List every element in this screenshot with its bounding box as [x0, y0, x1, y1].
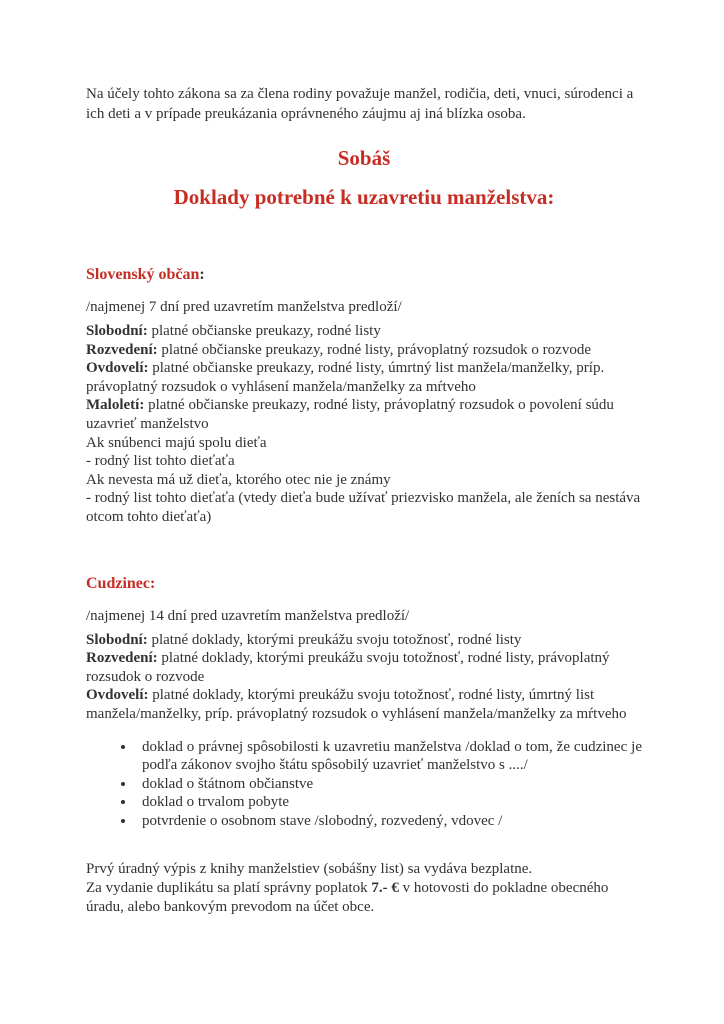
foreigner-status-list — [86, 631, 642, 724]
fees-duplicate-pre: Za vydanie duplikátu sa platí správny poplatok — [86, 880, 372, 897]
section-heading-slovak — [86, 265, 642, 284]
bullet-legal-capacity: • doklad o právnej spôsobilosti k uzavretiu manželstva /doklad o tom, že cudzinec je podľa zákonov svojho štátu spôsobilý uzavrieť manželstvo s ..../ — [136, 738, 642, 775]
bullet-permanent-residence: • doklad o trvalom pobyte — [136, 793, 642, 812]
status-line-minor — [86, 396, 642, 433]
status-label: Ovdovelí: — [86, 687, 149, 704]
fees-line-free-copy: Prvý úradný výpis z knihy manželstiev (sobášny list) sa vydáva bezplatne. — [86, 861, 533, 878]
note-couple-child: Ak snúbenci majú spolu dieťa — [86, 434, 267, 451]
intro-paragraph: Na účely tohto zákona sa za člena rodiny považuje manžel, rodičia, deti, vnuci, súrodenci a ich deti a v prípade preukázania oprávneného záujmu aj iná blízka osoba. — [86, 86, 634, 122]
status-label: Slobodní: — [86, 323, 148, 339]
note-bride-child-birth-certificate: - rodný list tohto dieťaťa (vtedy dieťa bude užívať priezvisko manžela, ale ženích sa nestáva otcom tohto dieťaťa) — [86, 490, 641, 525]
page-subtitle: Doklady potrebné k uzavretiu manželstva: — [173, 185, 555, 209]
bullet-personal-status: • potvrdenie o osobnom stave /slobodný, rozvedený, vdovec / — [136, 812, 642, 831]
section-heading-slovak-colon: : — [199, 266, 205, 283]
status-text: platné doklady, ktorými preukážu svoju totožnosť, rodné listy — [147, 631, 522, 648]
note-child-birth-certificate: - rodný list tohto dieťaťa — [86, 453, 235, 470]
foreigner-deadline-note: /najmenej 14 dní pred uzavretím manželstva predloží/ — [86, 607, 410, 624]
fees-line-duplicate — [86, 879, 642, 916]
bullet-citizenship: • doklad o štátnom občianstve — [136, 775, 642, 794]
status-text: platné občianske preukazy, rodné listy, úmrtný list manžela/manželky, príp. právoplatný rozsudok o vyhlásení manžela/manželky za mŕtveho — [86, 360, 605, 395]
status-line-single — [86, 322, 642, 341]
status-line-single — [86, 631, 642, 650]
section-heading-slovak-text: Slovenský občan — [86, 266, 200, 283]
slovak-deadline-note: /najmenej 7 dní pred uzavretím manželstva predloží/ — [86, 299, 402, 315]
note-bride-child: Ak nevesta má už dieťa, ktorého otec nie je známy — [86, 471, 391, 488]
page-title: Sobáš — [337, 146, 391, 170]
status-text: platné občianske preukazy, rodné listy, právoplatný rozsudok o povolení súdu uzavrieť manželstvo — [86, 397, 614, 432]
status-text: platné doklady, ktorými preukážu svoju totožnosť, rodné listy, právoplatný rozsudok o rozvode — [86, 650, 610, 685]
section-heading-foreigner: Cudzinec: — [86, 574, 156, 592]
section-slovak-citizen — [86, 265, 642, 527]
status-text: platné doklady, ktorými preukážu svoju totožnosť, rodné listy, úmrtný list manžela/manželky, príp. právoplatný rozsudok o vyhlásení manžela/manželky za mŕtveho — [86, 687, 627, 722]
foreigner-documents-bullet-list — [86, 738, 642, 831]
status-line-widowed — [86, 686, 642, 723]
status-text: platné občianske preukazy, rodné listy, právoplatný rozsudok o rozvode — [157, 341, 591, 358]
fees-paragraph — [86, 860, 642, 916]
status-line-divorced — [86, 341, 642, 360]
status-label: Ovdovelí: — [86, 360, 149, 377]
status-label: Slobodní: — [86, 631, 148, 648]
section-foreigner — [86, 574, 642, 831]
status-label: Maloletí: — [86, 397, 145, 414]
status-text: platné občianske preukazy, rodné listy — [147, 323, 381, 339]
status-line-widowed — [86, 359, 642, 396]
status-label: Rozvedení: — [86, 650, 158, 667]
fee-amount: 7.- € — [371, 880, 399, 897]
slovak-status-list — [86, 322, 642, 527]
status-label: Rozvedení: — [86, 341, 158, 358]
fees-duplicate-post: v hotovosti do pokladne obecného úradu, alebo bankovým prevodom na účet obce. — [86, 880, 609, 915]
status-line-divorced — [86, 649, 642, 686]
